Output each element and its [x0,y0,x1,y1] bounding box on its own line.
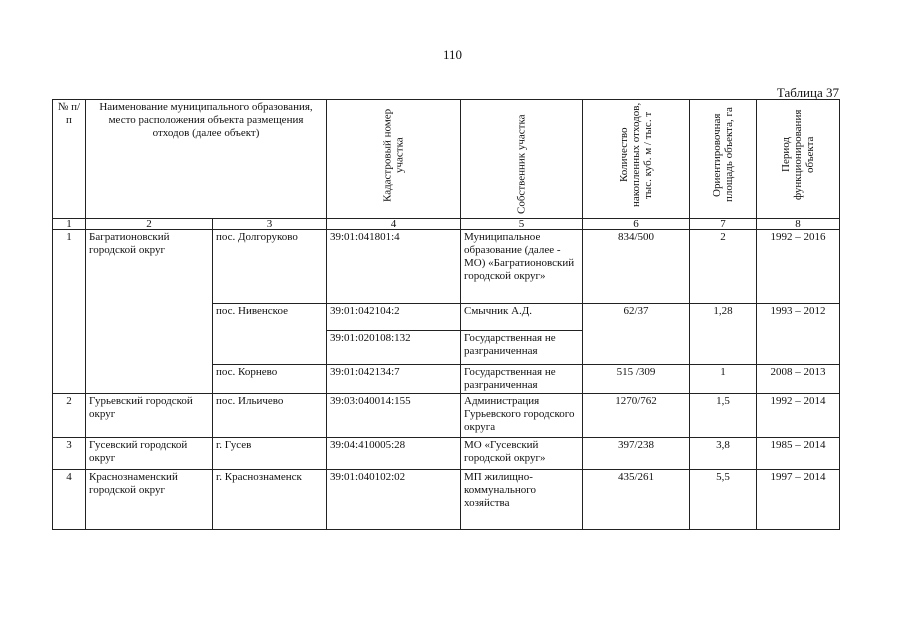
header-area-text: Ориентировочная площадь объекта, га [711,107,735,203]
cadastral-cell: 39:01:040102:02 [327,470,461,530]
header-owner-text: Собственник участка [515,114,528,214]
place-cell: г. Краснознаменск [213,470,327,530]
owner-cell: Администрация Гурьевского городского округа [461,394,583,438]
owner-cell: МП жилищно-коммунального хозяйства [461,470,583,530]
cadastral-cell: 39:01:042104:2 [327,304,461,331]
owner-cell: Смычник А.Д. [461,304,583,331]
area-cell: 1,28 [690,304,757,365]
area-cell: 1,5 [690,394,757,438]
column-number: 5 [461,219,583,230]
area-cell: 5,5 [690,470,757,530]
header-number: № п/п [53,100,86,219]
amount-cell: 435/261 [583,470,690,530]
municipality-cell: Багратионовский городской округ [86,230,213,394]
municipality-cell: Гусевский городской округ [86,438,213,470]
row-number: 2 [53,394,86,438]
header-period-text: Период функционирования объекта [780,109,816,201]
place-cell: пос. Нивенское [213,304,327,365]
period-cell: 1985 – 2014 [757,438,840,470]
municipality-cell: Гурьевский городской округ [86,394,213,438]
owner-cell: Муниципальное образование (далее - МО) «Багратионовский городской округ» [461,230,583,304]
table-row [53,470,840,530]
waste-sites-table [52,99,840,530]
owner-cell: Государственная не разграниченная [461,365,583,394]
area-cell: 1 [690,365,757,394]
period-cell: 1993 – 2012 [757,304,840,365]
owner-cell: МО «Гусевский городской округ» [461,438,583,470]
column-number: 4 [327,219,461,230]
header-municipality: Наименование муниципального образования, место расположения объекта размещения отходов (далее объект) [86,100,327,219]
amount-cell: 1270/762 [583,394,690,438]
table-row [53,394,840,438]
amount-cell: 397/238 [583,438,690,470]
area-cell: 3,8 [690,438,757,470]
row-number: 3 [53,438,86,470]
column-number-row [53,219,840,230]
cadastral-cell: 39:03:040014:155 [327,394,461,438]
row-number: 1 [53,230,86,394]
amount-cell: 834/500 [583,230,690,304]
header-row [53,100,840,219]
owner-cell: Государственная не разграниченная [461,331,583,365]
cadastral-cell: 39:01:042134:7 [327,365,461,394]
place-cell: пос. Долгоруково [213,230,327,304]
column-number: 1 [53,219,86,230]
municipality-cell: Краснознаменский городской округ [86,470,213,530]
header-amount-text: Количество накопленных отходов, тыс. куб. м / тыс. т [618,102,654,208]
cadastral-cell: 39:01:020108:132 [327,331,461,365]
table-caption: Таблица 37 [776,85,839,100]
period-cell: 1992 – 2016 [757,230,840,304]
column-number: 2 [86,219,213,230]
header-cadastral [327,100,461,219]
column-number: 3 [213,219,327,230]
column-number: 6 [583,219,690,230]
place-cell: пос. Ильичево [213,394,327,438]
period-cell: 1992 – 2014 [757,394,840,438]
row-number: 4 [53,470,86,530]
header-amount [583,100,690,219]
table-row [53,230,840,304]
column-number: 7 [690,219,757,230]
page-number: 110 [442,47,463,62]
amount-cell: 62/37 [583,304,690,365]
amount-cell: 515 /309 [583,365,690,394]
area-cell: 2 [690,230,757,304]
cadastral-cell: 39:04:410005:28 [327,438,461,470]
period-cell: 1997 – 2014 [757,470,840,530]
column-number: 8 [757,219,840,230]
period-cell: 2008 – 2013 [757,365,840,394]
place-cell: г. Гусев [213,438,327,470]
cadastral-cell: 39:01:041801:4 [327,230,461,304]
header-cadastral-text: Кадастровый номер участка [381,108,406,202]
table-row [53,438,840,470]
header-area [690,100,757,219]
header-owner [461,100,583,219]
header-period [757,100,840,219]
place-cell: пос. Корнево [213,365,327,394]
